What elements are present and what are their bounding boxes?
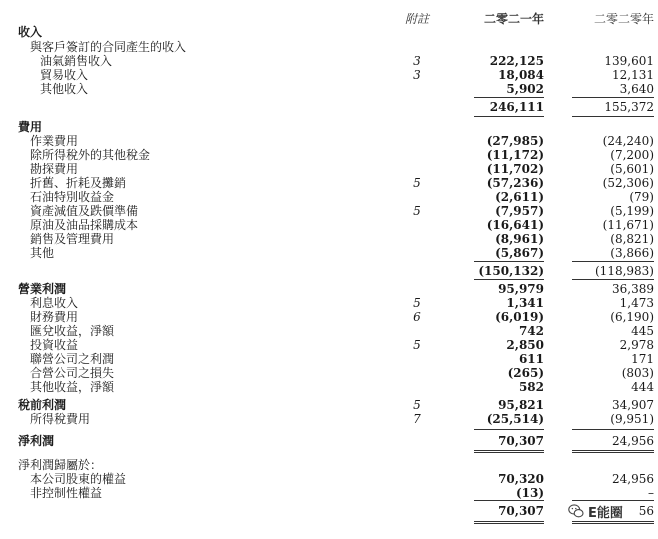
subtotal-rule [474, 500, 544, 501]
value-2021: (11,702) [486, 162, 544, 176]
value-2021: 1,341 [506, 296, 544, 310]
table-row [0, 412, 658, 426]
row-note: 3 [413, 68, 421, 82]
table-row [0, 458, 658, 472]
row-label: 合營公司之損失 [30, 366, 115, 380]
row-label: 淨利潤 [18, 434, 55, 448]
row-label: 除所得稅外的其他稅金 [30, 148, 151, 162]
row-label: 非控制性權益 [30, 486, 103, 500]
subtotal-rule [572, 279, 654, 280]
value-2021: (8,961) [495, 232, 544, 246]
row-note: 5 [413, 176, 421, 190]
value-2021: (6,019) [495, 310, 544, 324]
value-2020: (52,306) [602, 176, 654, 190]
table-row [0, 162, 658, 176]
row-label: 其他收益，淨額 [30, 380, 115, 394]
table-row [0, 176, 658, 190]
row-label: 匯兌收益，淨額 [30, 324, 115, 338]
value-2020: 445 [631, 324, 654, 338]
subtotal-rule [474, 261, 544, 262]
row-label: 營業利潤 [18, 282, 67, 296]
row-label: 稅前利潤 [18, 398, 67, 412]
row-label: 折舊、折耗及攤銷 [30, 176, 127, 190]
value-2021: 582 [518, 380, 544, 394]
value-2020: 155,372 [604, 100, 654, 114]
row-label: 原油及油品採購成本 [30, 218, 139, 232]
row-note: 5 [413, 296, 421, 310]
value-2020: 12,131 [612, 68, 654, 82]
value-2020: 56 [638, 504, 654, 518]
total-double-rule [474, 450, 544, 453]
row-label: 貿易收入 [40, 68, 89, 82]
table-row [0, 296, 658, 310]
table-row [0, 434, 658, 448]
row-note: 5 [413, 204, 421, 218]
value-2020: (11,671) [602, 218, 654, 232]
value-2021: 70,307 [498, 504, 544, 518]
watermark-text: E能圈 [588, 505, 623, 521]
value-2021: 5,902 [506, 82, 544, 96]
table-row [0, 190, 658, 204]
value-2020: 2,978 [619, 338, 654, 352]
value-2020: (24,240) [602, 134, 654, 148]
subtotal-rule [572, 429, 654, 430]
table-row [0, 54, 658, 68]
table-row [0, 366, 658, 380]
row-label: 財務費用 [30, 310, 79, 324]
row-label: 資產減值及跌價準備 [30, 204, 139, 218]
value-2020: (803) [621, 366, 654, 380]
table-row [0, 232, 658, 246]
value-2021: (25,514) [486, 412, 544, 426]
table-row [0, 218, 658, 232]
value-2021: 222,125 [489, 54, 544, 68]
subtotal-rule [474, 116, 544, 117]
row-label: 其他收入 [40, 82, 89, 96]
row-note: 6 [413, 310, 421, 324]
header-year-2020: 二零二零年 [593, 12, 654, 26]
row-label: 利息收入 [30, 296, 79, 310]
row-note: 5 [413, 338, 421, 352]
value-2020: 3,640 [619, 82, 654, 96]
value-2021: (11,172) [486, 148, 544, 162]
total-double-rule [572, 450, 654, 453]
row-label: 作業費用 [30, 134, 79, 148]
row-label: 所得稅費用 [30, 412, 91, 426]
subtotal-rule [572, 261, 654, 262]
value-2021: 742 [518, 324, 544, 338]
row-label: 石油特別收益金 [30, 190, 115, 204]
value-2021: (27,985) [486, 134, 544, 148]
value-2020: (6,190) [610, 310, 654, 324]
row-label: 油氣銷售收入 [40, 54, 113, 68]
header-year-2021: 二零二一年 [483, 12, 544, 26]
row-label: 投資收益 [30, 338, 79, 352]
row-label: 銷售及管理費用 [30, 232, 115, 246]
row-label: 勘探費用 [30, 162, 79, 176]
table-row [0, 338, 658, 352]
table-row [0, 120, 658, 134]
row-label: 收入 [18, 25, 43, 39]
value-2020: (118,983) [595, 264, 654, 278]
value-2021: (13) [515, 486, 544, 500]
value-2021: (265) [507, 366, 544, 380]
row-label: 與客戶簽訂的合同產生的收入 [30, 40, 187, 54]
value-2021: 246,111 [489, 100, 544, 114]
value-2021: 18,084 [498, 68, 544, 82]
table-row [0, 148, 658, 162]
table-row [0, 504, 658, 518]
table-row [0, 398, 658, 412]
table-row [0, 282, 658, 296]
table-row [0, 380, 658, 394]
value-2021: (150,132) [478, 264, 544, 278]
table-row [0, 25, 658, 39]
value-2020: 24,956 [612, 434, 654, 448]
subtotal-rule [474, 429, 544, 430]
value-2021: 70,307 [498, 434, 544, 448]
table-row [0, 82, 658, 96]
table-row [0, 204, 658, 218]
row-label: 其他 [30, 246, 55, 260]
row-label: 費用 [18, 120, 43, 134]
total-double-rule [474, 521, 544, 524]
value-2020: 34,907 [612, 398, 654, 412]
value-2020: 24,956 [612, 472, 654, 486]
subtotal-rule [572, 97, 654, 98]
value-2021: (7,957) [495, 204, 544, 218]
value-2021: 95,821 [498, 398, 544, 412]
value-2021: 70,320 [498, 472, 544, 486]
value-2021: 2,850 [506, 338, 544, 352]
value-2020: (3,866) [610, 246, 654, 260]
value-2020: 171 [631, 352, 654, 366]
value-2021: 611 [518, 352, 544, 366]
wechat-icon [568, 503, 584, 519]
table-row [0, 40, 658, 54]
row-note: 3 [413, 54, 421, 68]
header-note: 附註 [404, 12, 429, 26]
watermark [568, 500, 640, 522]
value-2020: (7,200) [610, 148, 654, 162]
row-note: 5 [413, 398, 421, 412]
row-note: 7 [413, 412, 421, 426]
value-2020: – [648, 486, 654, 500]
value-2021: 95,979 [498, 282, 544, 296]
value-2020: (5,199) [610, 204, 654, 218]
table-row [0, 264, 658, 278]
table-row [0, 324, 658, 338]
value-2020: (79) [629, 190, 654, 204]
value-2021: (2,611) [495, 190, 544, 204]
value-2020: (8,821) [610, 232, 654, 246]
table-row [0, 472, 658, 486]
value-2020: 1,473 [619, 296, 654, 310]
table-row [0, 134, 658, 148]
subtotal-rule [474, 97, 544, 98]
value-2021: (5,867) [495, 246, 544, 260]
subtotal-rule [572, 116, 654, 117]
table-row [0, 246, 658, 260]
value-2020: (5,601) [610, 162, 654, 176]
table-row [0, 310, 658, 324]
table-row [0, 486, 658, 500]
row-label: 淨利潤歸屬於： [18, 458, 103, 472]
subtotal-rule [474, 279, 544, 280]
value-2020: 444 [631, 380, 654, 394]
table-row [0, 68, 658, 82]
value-2021: (16,641) [486, 218, 544, 232]
row-label: 聯營公司之利潤 [30, 352, 115, 366]
value-2021: (57,236) [486, 176, 544, 190]
table-row [0, 100, 658, 114]
row-label: 本公司股東的權益 [30, 472, 127, 486]
value-2020: 139,601 [604, 54, 654, 68]
value-2020: 36,389 [612, 282, 654, 296]
table-row [0, 352, 658, 366]
value-2020: (9,951) [610, 412, 654, 426]
